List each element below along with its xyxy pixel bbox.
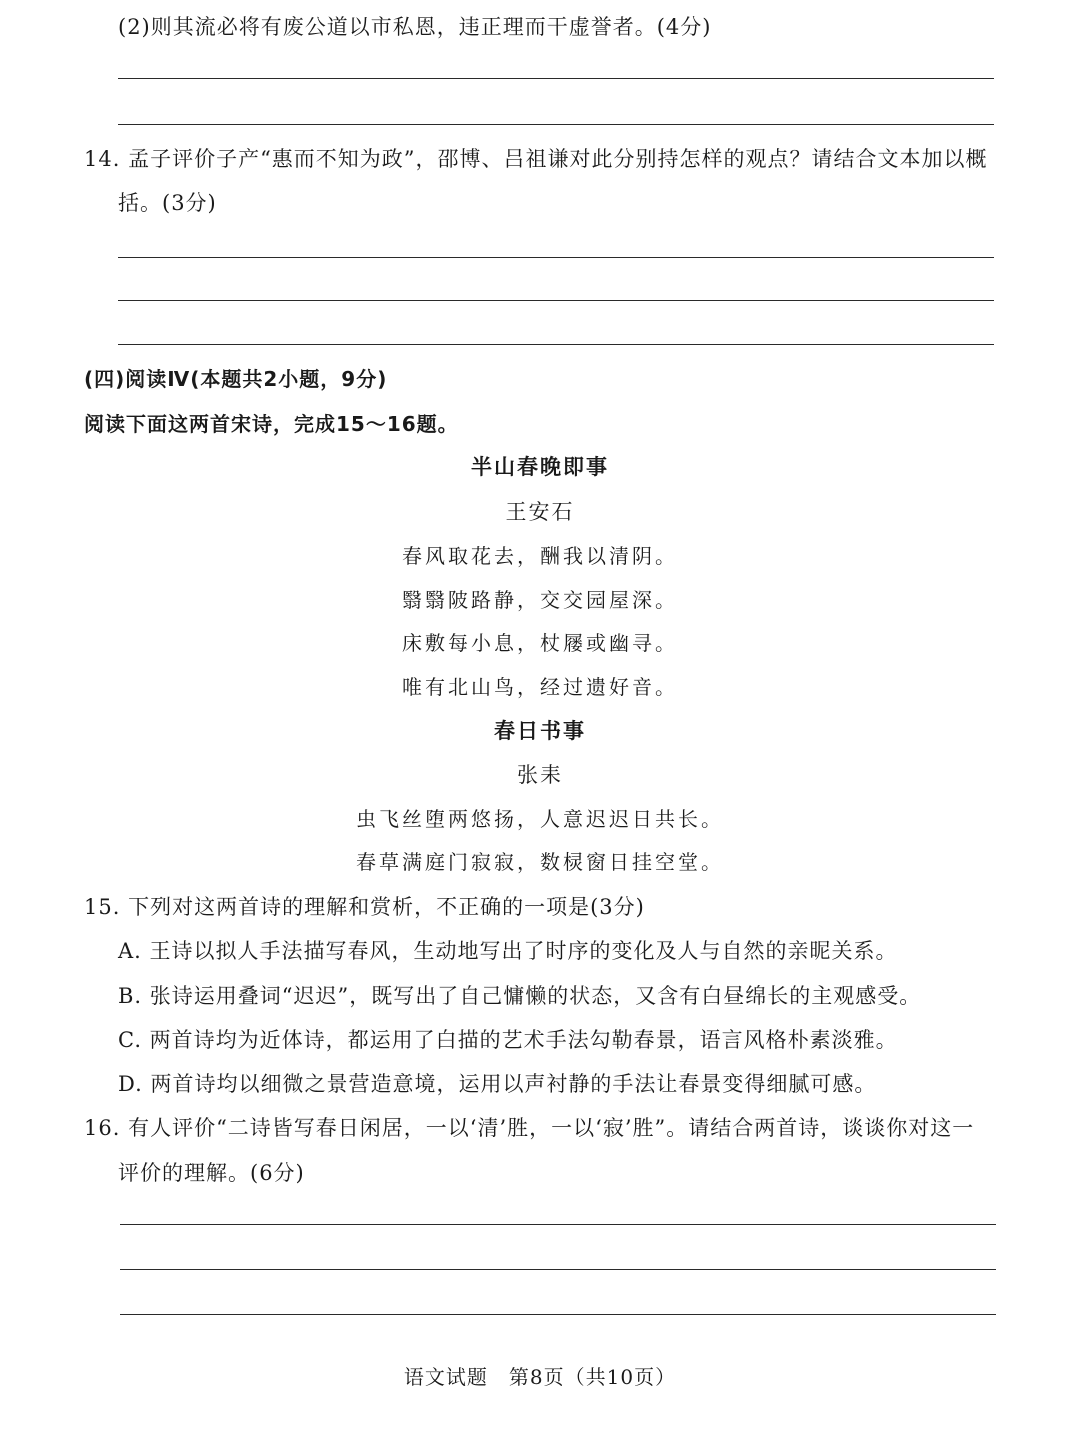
q14-prompt-line1: 14. 孟子评价子产“惠而不知为政”，邵博、吕祖谦对此分别持怎样的观点？请结合文本加以概 bbox=[84, 147, 988, 171]
poem1-line: 唯有北山鸟，经过遗好音。 bbox=[402, 675, 678, 699]
section-heading: (四)阅读Ⅳ(本题共2小题，9分) bbox=[84, 367, 388, 391]
poem1-line: 床敷每小息，杖屦或幽寻。 bbox=[402, 631, 678, 655]
q16-prompt-line1: 16. 有人评价“二诗皆写春日闲居，一以‘清’胜，一以‘寂’胜”。请结合两首诗，谈谈你对这一 bbox=[84, 1116, 975, 1140]
poem1-line: 春风取花去，酬我以清阴。 bbox=[402, 544, 678, 568]
section-instruction: 阅读下面这两首宋诗，完成15～16题。 bbox=[84, 412, 459, 436]
q15-option-a[interactable]: A. 王诗以拟人手法描写春风，生动地写出了时序的变化及人与自然的亲昵关系。 bbox=[118, 939, 898, 963]
answer-line[interactable] bbox=[118, 78, 994, 79]
answer-line[interactable] bbox=[118, 124, 994, 125]
q15-option-c[interactable]: C. 两首诗均为近体诗，都运用了白描的艺术手法勾勒春景，语言风格朴素淡雅。 bbox=[118, 1028, 898, 1052]
answer-line[interactable] bbox=[118, 257, 994, 258]
answer-line[interactable] bbox=[120, 1314, 996, 1315]
q15-option-b[interactable]: B. 张诗运用叠词“迟迟”，既写出了自己慵懒的状态，又含有白昼绵长的主观感受。 bbox=[118, 984, 922, 1008]
poem2-title: 春日书事 bbox=[494, 719, 586, 743]
q16-prompt-line2: 评价的理解。(6分) bbox=[118, 1161, 305, 1185]
answer-line[interactable] bbox=[120, 1224, 996, 1225]
q15-option-d[interactable]: D. 两首诗均以细微之景营造意境，运用以声衬静的手法让春景变得细腻可感。 bbox=[118, 1072, 877, 1096]
q13-sub2-prompt: (2)则其流必将有废公道以市私恩，违正理而干虚誉者。(4分) bbox=[118, 15, 712, 39]
q14-prompt-line2: 括。(3分) bbox=[118, 191, 217, 215]
poem2-author: 张耒 bbox=[517, 763, 563, 787]
answer-line[interactable] bbox=[118, 300, 994, 301]
poem2-line: 虫飞丝堕两悠扬，人意迟迟日共长。 bbox=[356, 807, 724, 831]
poem1-author: 王安石 bbox=[505, 500, 575, 524]
page-footer: 语文试题 第8页（共10页） bbox=[403, 1365, 677, 1389]
poem1-line: 翳翳陂路静，交交园屋深。 bbox=[402, 588, 678, 612]
poem1-title: 半山春晚即事 bbox=[471, 455, 609, 479]
answer-line[interactable] bbox=[118, 344, 994, 345]
q15-stem: 15. 下列对这两首诗的理解和赏析，不正确的一项是(3分) bbox=[84, 895, 645, 919]
answer-line[interactable] bbox=[120, 1269, 996, 1270]
poem2-line: 春草满庭门寂寂，数棂窗日挂空堂。 bbox=[356, 850, 724, 874]
